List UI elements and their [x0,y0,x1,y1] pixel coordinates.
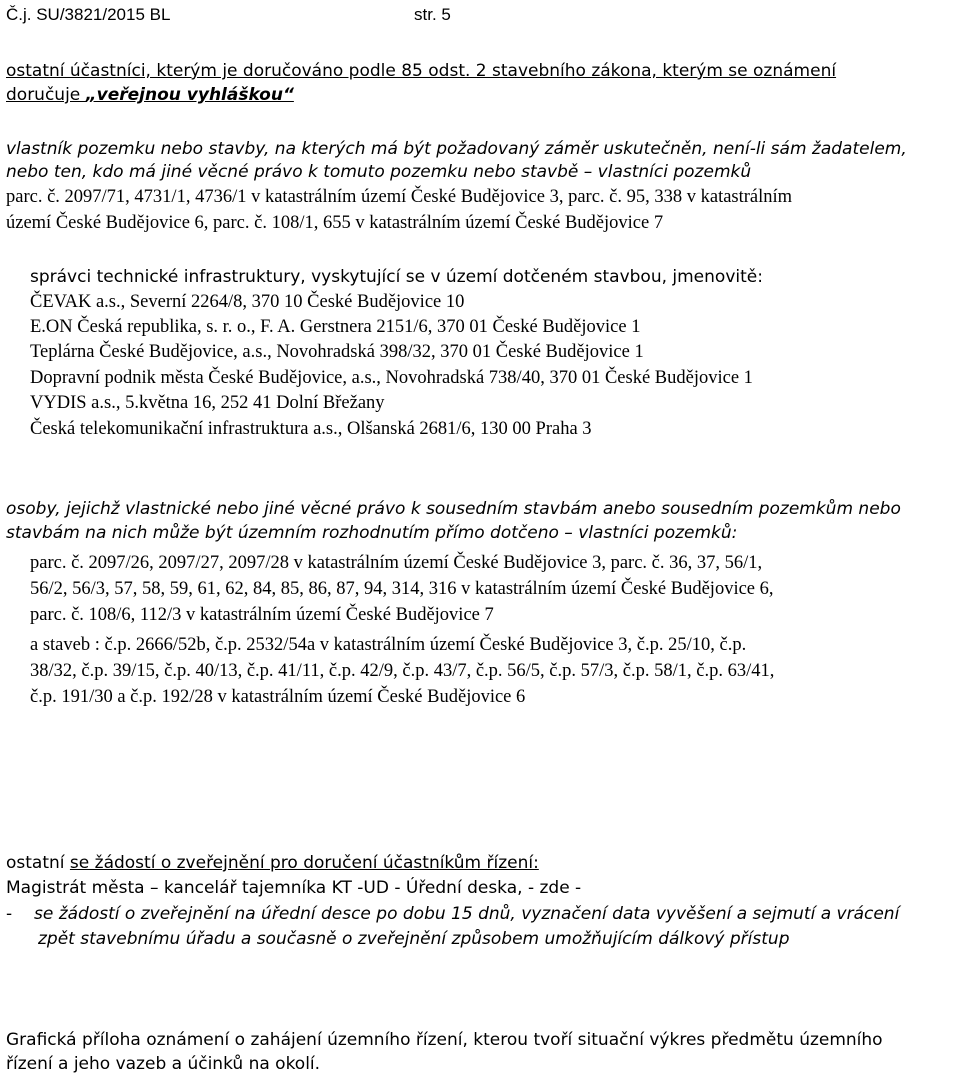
publication-dash: - [6,904,13,924]
publication-request-line-2: zpět stavebnímu úřadu a současně o zveřejnění způsobem umožňujícím dálkový přístup [38,929,790,949]
infrastructure-intro: správci technické infrastruktury, vyskytující se v území dotčeném stavbou, jmenovitě: [30,267,763,287]
infrastructure-item: ČEVAK a.s., Severní 2264/8, 370 10 České Budějovice 10 [30,292,465,312]
neighbours-buildings-line-3: č.p. 191/30 a č.p. 192/28 v katastrálním území České Budějovice 6 [30,687,526,707]
publication-recipient: Magistrát města – kancelář tajemníka KT -UD - Úřední deska, - zde - [6,878,582,898]
page-number: str. 5 [414,5,451,24]
infrastructure-item: Česká telekomunikační infrastruktura a.s., Olšanská 2681/6, 130 00 Praha 3 [30,419,592,439]
neighbours-buildings-line-2: 38/32, č.p. 39/15, č.p. 40/13, č.p. 41/11, č.p. 42/9, č.p. 43/7, č.p. 56/5, č.p. 57/3, č.p. 58/1, č.p. 63/41, [30,661,775,681]
publication-heading-underlined: se žádostí o zveřejnění pro doručení účastníkům řízení: [69,853,539,873]
owners-line-1: vlastník pozemku nebo stavby, na kterých má být požadovaný záměr uskutečněn, není-li sám žadatelem, [6,139,907,159]
owners-line-2: nebo ten, kdo má jiné věcné právo k tomuto pozemku nebo stavbě – vlastníci pozemků [6,162,752,182]
public-notice-emphasis: „veřejnou vyhláškou“ [85,85,294,105]
infrastructure-item: Teplárna České Budějovice, a.s., Novohradská 398/32, 370 01 České Budějovice 1 [30,342,644,362]
public-notice-line-1 [6,60,836,82]
attachment-line-2: řízení a jeho vazeb a účinků na okolí. [6,1054,321,1074]
infrastructure-item: Dopravní podnik města České Budějovice, a.s., Novohradská 738/40, 370 01 České Budějovice 1 [30,368,753,388]
neighbours-parcels-line-2: 56/2, 56/3, 57, 58, 59, 61, 62, 84, 85, 86, 87, 94, 314, 316 v katastrálním území České Budějovice 6, [30,579,774,599]
infrastructure-item: VYDIS a.s., 5.května 16, 252 41 Dolní Břežany [30,393,385,413]
publication-heading: ostatní se žádostí o zveřejnění pro doručení účastníkům řízení: [6,853,539,873]
infrastructure-item: E.ON Česká republika, s. r. o., F. A. Gerstnera 2151/6, 370 01 České Budějovice 1 [30,317,641,337]
attachment-line-1: Grafická příloha oznámení o zahájení územního řízení, kterou tvoří situační výkres předmětu územního [6,1030,883,1050]
neighbours-line-1: osoby, jejichž vlastnické nebo jiné věcné právo k sousedním stavbám anebo sousedním pozemkům nebo [6,499,901,519]
owners-parcels-line-2: území České Budějovice 6, parc. č. 108/1, 655 v katastrálním území České Budějovice 7 [6,213,664,233]
neighbours-line-2: stavbám na nich může být územním rozhodnutím přímo dotčeno – vlastníci pozemků: [6,523,738,543]
neighbours-buildings-line-1: a staveb : č.p. 2666/52b, č.p. 2532/54a v katastrálním území České Budějovice 3, č.p. 25/10, č.p. [30,635,747,655]
document-reference: Č.j. SU/3821/2015 BL [6,5,171,24]
public-notice-line-2: doručuje „veřejnou vyhláškou“ [6,85,294,105]
publication-request-line-1: se žádostí o zveřejnění na úřední desce po dobu 15 dnů, vyznačení data vyvěšení a sejmutí a vrácení [34,904,900,924]
neighbours-parcels-line-1: parc. č. 2097/26, 2097/27, 2097/28 v katastrálním území České Budějovice 3, parc. č. 36, 37, 56/1, [30,553,763,573]
owners-parcels-line-1: parc. č. 2097/71, 4731/1, 4736/1 v katastrálním území České Budějovice 3, parc. č. 95, 338 v katastrálním [6,187,793,207]
neighbours-parcels-line-3: parc. č. 108/6, 112/3 v katastrálním území České Budějovice 7 [30,605,494,625]
public-notice-underlined: ostatní účastníci, kterým je doručováno podle 85 odst. 2 stavebního zákona, kterým se oznámení [6,61,837,81]
